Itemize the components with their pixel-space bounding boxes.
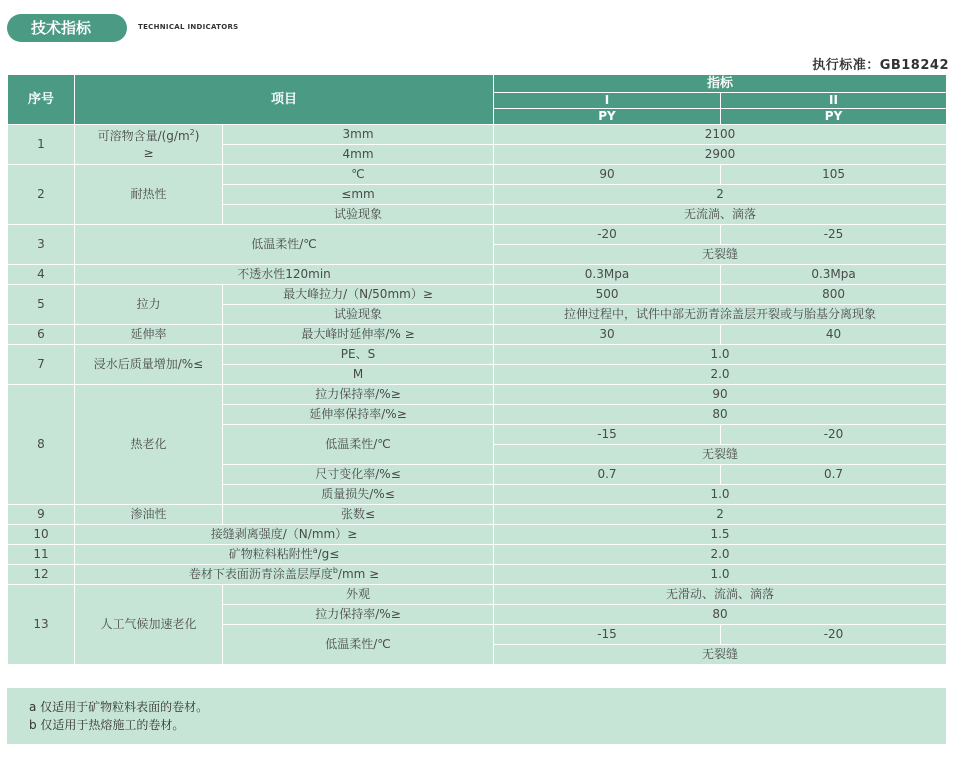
superscript: a bbox=[312, 546, 318, 555]
cell-item: 低温柔性/℃ bbox=[75, 225, 494, 265]
cell-value: 无裂缝 bbox=[494, 645, 947, 665]
footnote-a: a 仅适用于矿物粒料表面的卷材。 bbox=[29, 700, 209, 714]
cell-sub: 拉力保持率/%≥ bbox=[223, 385, 494, 405]
cell-no: 3 bbox=[8, 225, 75, 265]
cell-no: 9 bbox=[8, 505, 75, 525]
spec-table bbox=[7, 74, 947, 665]
table-row bbox=[8, 385, 947, 405]
cell-value: -25 bbox=[721, 225, 947, 245]
cell-value: 无滑动、流淌、滴落 bbox=[494, 585, 947, 605]
cell-no: 11 bbox=[8, 545, 75, 565]
table-row bbox=[8, 505, 947, 525]
cell-value: 500 bbox=[494, 285, 721, 305]
cell-sub: 最大峰拉力/（N/50mm）≥ bbox=[223, 285, 494, 305]
cell-item: 延伸率 bbox=[75, 325, 223, 345]
cell-sub: 4mm bbox=[223, 145, 494, 165]
header-type-1: PY bbox=[494, 109, 721, 125]
cell-value: -15 bbox=[494, 625, 721, 645]
cell-value: -20 bbox=[721, 625, 947, 645]
cell-no: 4 bbox=[8, 265, 75, 285]
cell-item: 耐热性 bbox=[75, 165, 223, 225]
table-header-row bbox=[8, 75, 947, 93]
cell-no: 13 bbox=[8, 585, 75, 665]
table-row bbox=[8, 325, 947, 345]
cell-value: 1.0 bbox=[494, 485, 947, 505]
header-index: 指标 bbox=[494, 75, 947, 93]
cell-sub: ℃ bbox=[223, 165, 494, 185]
table-row bbox=[8, 165, 947, 185]
cell-item: 不透水性120min bbox=[75, 265, 494, 285]
cell-value: 80 bbox=[494, 405, 947, 425]
cell-item-text: /g≤ bbox=[317, 547, 340, 561]
cell-value: 80 bbox=[494, 605, 947, 625]
cell-value: 1.5 bbox=[494, 525, 947, 545]
table-row bbox=[8, 265, 947, 285]
footnotes bbox=[7, 688, 946, 744]
cell-value: 800 bbox=[721, 285, 947, 305]
header-grade-2: II bbox=[721, 93, 947, 109]
cell-sub: ≤mm bbox=[223, 185, 494, 205]
cell-sub: PE、S bbox=[223, 345, 494, 365]
superscript: b bbox=[332, 566, 338, 575]
cell-item bbox=[75, 125, 223, 165]
cell-value: 拉伸过程中，试件中部无沥青涂盖层开裂或与胎基分离现象 bbox=[494, 305, 947, 325]
header-grade-1: I bbox=[494, 93, 721, 109]
cell-sub: 最大峰时延伸率/% ≥ bbox=[223, 325, 494, 345]
header-no: 序号 bbox=[8, 75, 75, 125]
cell-value: 90 bbox=[494, 165, 721, 185]
cell-no: 7 bbox=[8, 345, 75, 385]
cell-sub: M bbox=[223, 365, 494, 385]
cell-no: 10 bbox=[8, 525, 75, 545]
cell-item-text: 矿物粒料粘附性 bbox=[228, 547, 313, 561]
cell-value: 2 bbox=[494, 505, 947, 525]
cell-value: 无流淌、滴落 bbox=[494, 205, 947, 225]
cell-value: 2.0 bbox=[494, 365, 947, 385]
cell-sub: 拉力保持率/%≥ bbox=[223, 605, 494, 625]
cell-value: 2900 bbox=[494, 145, 947, 165]
superscript: 2 bbox=[189, 127, 195, 137]
cell-value: -20 bbox=[494, 225, 721, 245]
cell-sub: 试验现象 bbox=[223, 205, 494, 225]
cell-sub: 尺寸变化率/%≤ bbox=[223, 465, 494, 485]
cell-value: 无裂缝 bbox=[494, 445, 947, 465]
cell-sub: 张数≤ bbox=[223, 505, 494, 525]
cell-value: 0.7 bbox=[494, 465, 721, 485]
cell-no: 2 bbox=[8, 165, 75, 225]
cell-item-text: ≥ bbox=[143, 145, 154, 160]
table-row bbox=[8, 525, 947, 545]
cell-value: 90 bbox=[494, 385, 947, 405]
cell-item-text: 卷材下表面沥青涂盖层厚度 bbox=[188, 567, 333, 581]
cell-item-text: 可溶物含量/(g/m bbox=[97, 128, 190, 143]
footnote-b: b 仅适用于热熔施工的卷材。 bbox=[29, 718, 185, 732]
cell-sub: 低温柔性/℃ bbox=[223, 625, 494, 665]
standard-label: 执行标准：GB18242 bbox=[812, 58, 949, 73]
cell-no: 6 bbox=[8, 325, 75, 345]
cell-sub: 质量损失/%≤ bbox=[223, 485, 494, 505]
cell-item: 人工气候加速老化 bbox=[75, 585, 223, 665]
cell-item-text: /mm ≥ bbox=[337, 567, 380, 581]
table-row bbox=[8, 585, 947, 605]
cell-value: -15 bbox=[494, 425, 721, 445]
table-row bbox=[8, 345, 947, 365]
cell-sub: 3mm bbox=[223, 125, 494, 145]
cell-no: 12 bbox=[8, 565, 75, 585]
cell-value: 1.0 bbox=[494, 345, 947, 365]
header-type-2: PY bbox=[721, 109, 947, 125]
cell-value: 2100 bbox=[494, 125, 947, 145]
section-title: 技术指标 bbox=[31, 19, 92, 37]
cell-item bbox=[75, 545, 494, 565]
cell-item: 拉力 bbox=[75, 285, 223, 325]
cell-value: 30 bbox=[494, 325, 721, 345]
cell-item-text: ) bbox=[194, 128, 200, 143]
cell-no: 5 bbox=[8, 285, 75, 325]
table-row bbox=[8, 545, 947, 565]
cell-value: 105 bbox=[721, 165, 947, 185]
cell-sub: 低温柔性/℃ bbox=[223, 425, 494, 465]
header-item: 项目 bbox=[75, 75, 494, 125]
cell-value: 1.0 bbox=[494, 565, 947, 585]
cell-item: 热老化 bbox=[75, 385, 223, 505]
cell-value: 无裂缝 bbox=[494, 245, 947, 265]
cell-sub: 外观 bbox=[223, 585, 494, 605]
table-row bbox=[8, 125, 947, 145]
table-row bbox=[8, 285, 947, 305]
cell-item: 渗油性 bbox=[75, 505, 223, 525]
cell-item: 浸水后质量增加/%≤ bbox=[75, 345, 223, 385]
cell-value: 2.0 bbox=[494, 545, 947, 565]
cell-item bbox=[75, 565, 494, 585]
cell-value: -20 bbox=[721, 425, 947, 445]
cell-value: 0.3Mpa bbox=[721, 265, 947, 285]
cell-value: 0.7 bbox=[721, 465, 947, 485]
table-row bbox=[8, 565, 947, 585]
cell-value: 0.3Mpa bbox=[494, 265, 721, 285]
table-row bbox=[8, 225, 947, 245]
section-subtitle: TECHNICAL INDICATORS bbox=[138, 23, 239, 31]
cell-sub: 延伸率保持率/%≥ bbox=[223, 405, 494, 425]
cell-no: 1 bbox=[8, 125, 75, 165]
cell-sub: 试验现象 bbox=[223, 305, 494, 325]
section-title-badge bbox=[7, 14, 127, 42]
cell-value: 40 bbox=[721, 325, 947, 345]
cell-value: 2 bbox=[494, 185, 947, 205]
cell-no: 8 bbox=[8, 385, 75, 505]
cell-item: 接缝剥离强度/（N/mm）≥ bbox=[75, 525, 494, 545]
